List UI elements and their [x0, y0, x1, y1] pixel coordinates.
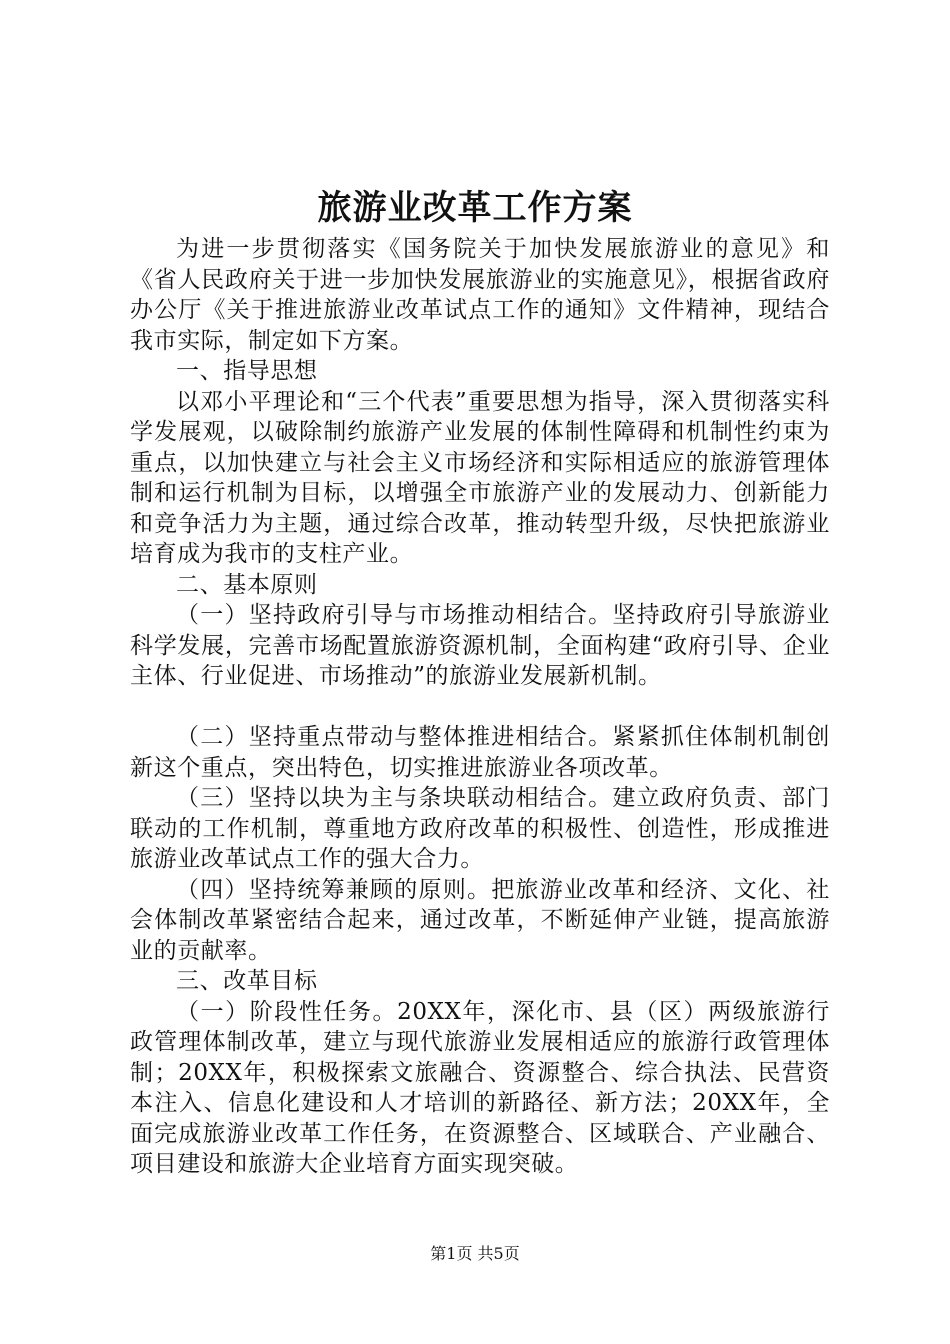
blank-line	[130, 692, 830, 723]
intro-paragraph: 为进一步贯彻落实《国务院关于加快发展旅游业的意见》和《省人民政府关于进一步加快发展旅游业的实施意见》，根据省政府办公厅《关于推进旅游业改革试点工作的通知》文件精神，现结合我市实际，制定如下方案。	[130, 236, 830, 354]
principle-paragraph-4: （四）坚持统筹兼顾的原则。把旅游业改革和经济、文化、社会体制改革紧密结合起来，通过改革，不断延伸产业链，提高旅游业的贡献率。	[130, 876, 830, 964]
principle-paragraph-1: （一）坚持政府引导与市场推动相结合。坚持政府引导旅游业科学发展，完善市场配置旅游资源机制，全面构建“政府引导、企业主体、行业促进、市场推动”的旅游业发展新机制。	[130, 602, 830, 689]
guiding-thought-paragraph: 以邓小平理论和“三个代表”重要思想为指导，深入贯彻落实科学发展观，以破除制约旅游产业发展的体制性障碍和机制性约束为重点，以加快建立与社会主义市场经济和实际相适应的旅游管理体制和运行机制为目标，以增强全市旅游产业的发展动力、创新能力和竞争活力为主题，通过综合改革，推动转型升级，尽快把旅游业培育成为我市的支柱产业。	[130, 388, 830, 567]
page-footer: 第1页 共5页	[430, 1244, 520, 1263]
goals-paragraph-1: （一）阶段性任务。20XX年，深化市、县（区）两级旅游行政管理体制改革，建立与现代旅游业发展相适应的旅游行政管理体制；20XX年，积极探索文旅融合、资源整合、综合执法、民营资本注入、信息化建设和人才培训的新路径、新方法；20XX年，全面完成旅游业改革工作任务，在资源整合、区域联合、产业融合、项目建设和旅游大企业培育方面实现突破。	[130, 998, 830, 1177]
principle-paragraph-3: （三）坚持以块为主与条块联动相结合。建立政府负责、部门联动的工作机制，尊重地方政府改革的积极性、创造性，形成推进旅游业改革试点工作的强大合力。	[130, 785, 830, 872]
document-body	[130, 234, 830, 1180]
section-heading-reform-goals: 三、改革目标	[176, 968, 318, 994]
section-heading-guiding-thought: 一、指导思想	[176, 358, 318, 384]
principle-paragraph-2: （二）坚持重点带动与整体推进相结合。紧紧抓住体制机制创新这个重点，突出特色，切实推进旅游业各项改革。	[130, 724, 830, 781]
document-title: 旅游业改革工作方案	[317, 188, 633, 228]
section-heading-basic-principles: 二、基本原则	[176, 571, 318, 598]
